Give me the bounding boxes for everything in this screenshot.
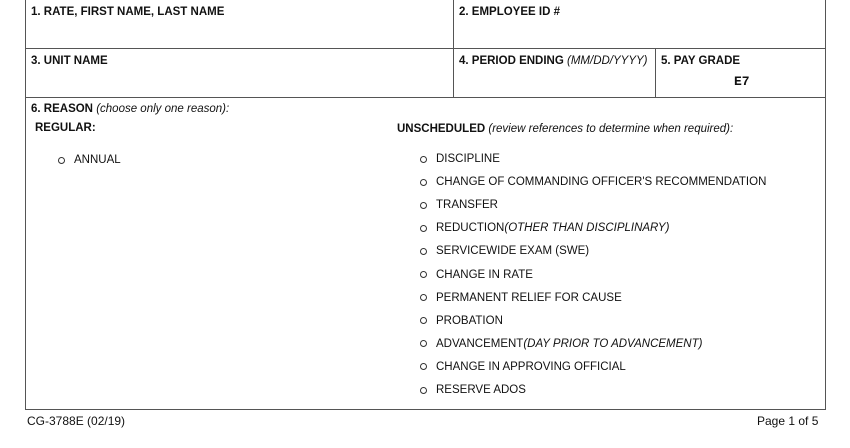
reason-hint: (choose only one reason): xyxy=(96,103,230,115)
regular-label: REGULAR: xyxy=(35,122,96,134)
option-label: ANNUAL xyxy=(74,154,121,166)
unscheduled-hint: (review references to determine when required): xyxy=(488,123,734,135)
radio-button[interactable] xyxy=(420,387,427,394)
pay-grade-field[interactable] xyxy=(655,48,826,98)
period-ending-field[interactable] xyxy=(453,48,656,98)
unscheduled-label xyxy=(397,123,733,135)
reason-section xyxy=(25,97,826,410)
rate-name-label: 1. RATE, FIRST NAME, LAST NAME xyxy=(31,6,225,18)
option-label: ADVANCEMENT xyxy=(436,337,524,350)
period-ending-label xyxy=(459,55,648,67)
radio-button[interactable] xyxy=(420,317,427,324)
unscheduled-option[interactable] xyxy=(420,338,702,350)
unscheduled-option[interactable] xyxy=(420,292,622,304)
radio-button[interactable] xyxy=(420,271,427,278)
option-label: TRANSFER xyxy=(436,199,498,212)
unscheduled-option[interactable] xyxy=(420,153,500,165)
option-label: CHANGE IN RATE xyxy=(436,268,533,281)
unscheduled-option[interactable] xyxy=(420,222,669,234)
unit-name-label: 3. UNIT NAME xyxy=(31,55,108,67)
unscheduled-option[interactable] xyxy=(420,199,498,211)
radio-button[interactable] xyxy=(420,179,427,186)
unscheduled-label-text: UNSCHEDULED xyxy=(397,123,486,135)
option-label: PROBATION xyxy=(436,314,503,327)
option-label: CHANGE OF COMMANDING OFFICER'S RECOMMENDATION xyxy=(436,176,767,189)
unscheduled-option[interactable] xyxy=(420,245,589,257)
option-label: DISCIPLINE xyxy=(436,153,500,165)
pay-grade-label: 5. PAY GRADE xyxy=(661,55,741,67)
radio-button[interactable] xyxy=(420,225,427,232)
radio-button[interactable] xyxy=(420,363,427,370)
unscheduled-option[interactable] xyxy=(420,361,626,373)
rate-name-field[interactable] xyxy=(25,0,454,49)
form-id: CG-3788E (02/19) xyxy=(27,414,126,428)
unscheduled-option[interactable] xyxy=(420,176,766,188)
option-label: RESERVE ADOS xyxy=(436,384,526,396)
reason-label-text: 6. REASON xyxy=(31,103,93,115)
reason-label xyxy=(31,103,229,115)
unscheduled-option[interactable] xyxy=(420,269,533,281)
employee-id-field[interactable] xyxy=(453,0,826,49)
radio-button[interactable] xyxy=(420,202,427,209)
regular-option-annual[interactable] xyxy=(58,154,121,166)
unit-name-field[interactable] xyxy=(25,48,454,98)
employee-id-label: 2. EMPLOYEE ID # xyxy=(459,6,560,18)
radio-button[interactable] xyxy=(58,157,65,164)
option-label: PERMANENT RELIEF FOR CAUSE xyxy=(436,291,622,304)
radio-button[interactable] xyxy=(420,294,427,301)
unscheduled-option[interactable] xyxy=(420,315,503,327)
option-label: SERVICEWIDE EXAM (SWE) xyxy=(436,245,590,258)
period-ending-format: (MM/DD/YYYY) xyxy=(567,55,648,67)
radio-button[interactable] xyxy=(420,156,427,163)
option-note: (DAY PRIOR TO ADVANCEMENT) xyxy=(523,337,703,350)
unscheduled-option[interactable] xyxy=(420,384,526,396)
radio-button[interactable] xyxy=(420,340,427,347)
option-label: REDUCTION xyxy=(436,222,505,235)
option-note: (OTHER THAN DISCIPLINARY) xyxy=(504,222,670,235)
pay-grade-value: E7 xyxy=(734,74,750,89)
page-number: Page 1 of 5 xyxy=(757,414,819,428)
period-ending-text: 4. PERIOD ENDING xyxy=(459,55,564,67)
option-label: CHANGE IN APPROVING OFFICIAL xyxy=(436,360,626,373)
radio-button[interactable] xyxy=(420,248,427,255)
